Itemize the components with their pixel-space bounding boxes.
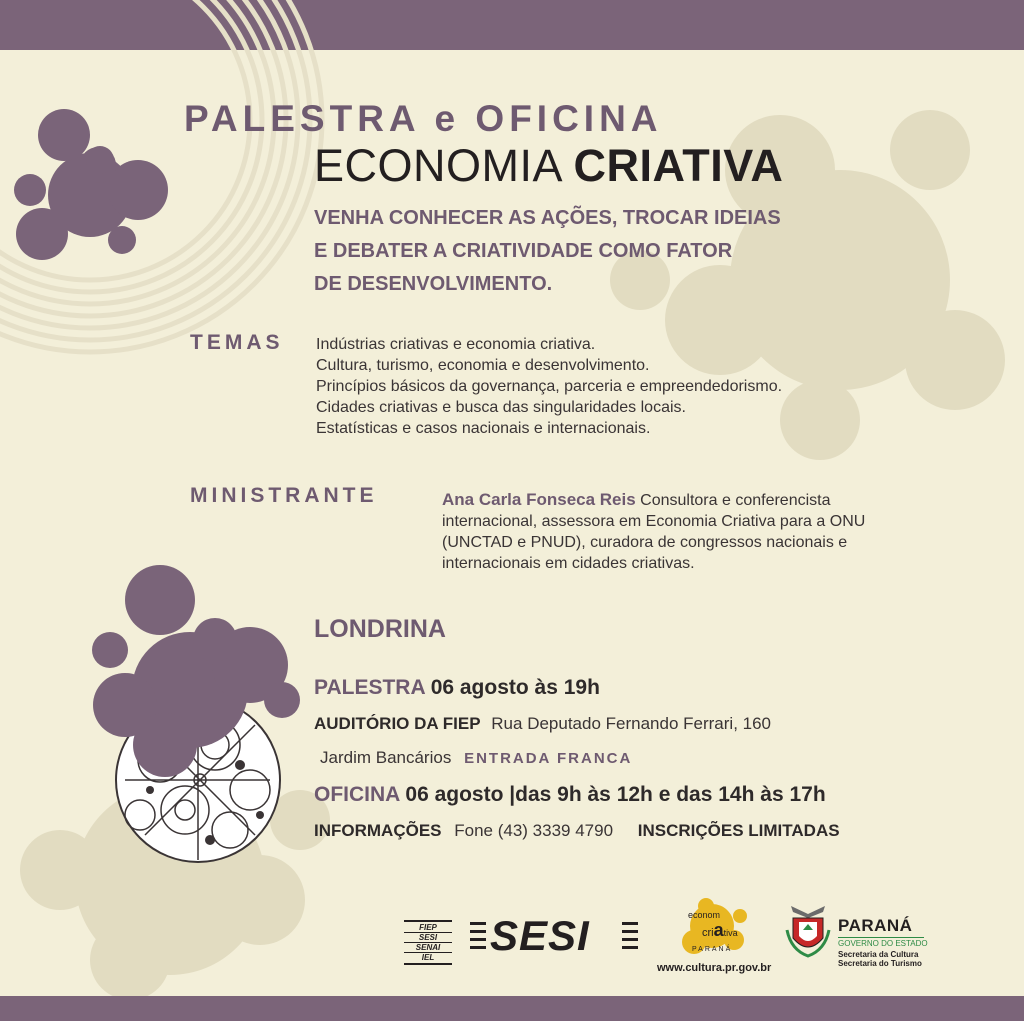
title-line-2 — [314, 140, 783, 192]
info-label: INFORMAÇÕES — [314, 821, 442, 840]
fiep-line: IEL — [404, 952, 452, 962]
info-row — [314, 821, 840, 841]
palestra-date: 06 agosto às 19h — [430, 676, 600, 699]
fiep-logo — [404, 920, 452, 965]
economia-criativa-logo — [672, 898, 762, 958]
parana-coat-of-arms-icon — [783, 900, 833, 960]
parana-sec1: Secretaria da Cultura — [838, 950, 919, 959]
fiep-line: SESI — [404, 932, 452, 942]
title-line-1: PALESTRA e OFICINA — [184, 98, 663, 139]
ec-state: PARANÁ — [692, 946, 733, 953]
venue-row — [314, 714, 771, 734]
parana-logo — [838, 916, 928, 968]
venue-address: Rua Deputado Fernando Ferrari, 160 — [491, 714, 772, 733]
parana-sec2: Secretaria do Turismo — [838, 959, 922, 968]
tema-item: Indústrias criativas e economia criativa. — [316, 336, 596, 353]
ec-top-text: econom — [688, 910, 721, 920]
oficina-label: OFICINA — [314, 783, 400, 806]
fiep-line: FIEP — [419, 923, 437, 932]
intro-line-3: DE DESENVOLVIMENTO. — [314, 273, 553, 295]
ec-cri: cri — [702, 927, 714, 939]
parana-name: PARANÁ — [838, 916, 913, 935]
oficina-date: 06 agosto |das 9h às 12h e das 14h às 17h — [405, 783, 826, 806]
palestra-label: PALESTRA — [314, 676, 425, 699]
inscricoes-limitadas: INSCRIÇÕES LIMITADAS — [637, 821, 840, 840]
entry-free: ENTRADA FRANCA — [464, 750, 633, 767]
intro-text — [314, 202, 781, 301]
tema-item: Princípios básicos da governança, parceria e empreendedorismo. — [316, 378, 783, 395]
event-city: LONDRINA — [314, 615, 446, 643]
ministrante-label: MINISTRANTE — [190, 484, 378, 507]
website: www.cultura.pr.gov.br — [657, 962, 772, 974]
ec-a: a — [713, 920, 724, 940]
palestra-row — [314, 676, 600, 700]
tema-item: Cidades criativas e busca das singularidades locais. — [316, 399, 686, 416]
intro-line-2: E DEBATER A CRIATIVIDADE COMO FATOR — [314, 240, 733, 262]
parana-gov: GOVERNO DO ESTADO — [838, 939, 928, 948]
intro-line-1: VENHA CONHECER AS AÇÕES, TROCAR IDEIAS — [314, 207, 781, 229]
bottom-band — [0, 996, 1024, 1021]
temas-list — [316, 334, 782, 439]
sesi-text: SESI — [490, 912, 590, 959]
sesi-logo — [470, 912, 638, 960]
ec-bottom-text — [702, 920, 738, 941]
district-row — [320, 748, 632, 768]
title-bold: CRIATIVA — [573, 140, 784, 191]
ministrante-block — [442, 489, 922, 574]
title-light: ECONOMIA — [314, 140, 574, 191]
tema-item: Estatísticas e casos nacionais e internacionais. — [316, 420, 651, 437]
tema-item: Cultura, turismo, economia e desenvolvimento. — [316, 357, 650, 374]
info-phone: Fone (43) 3339 4790 — [454, 821, 614, 840]
venue-label: AUDITÓRIO DA FIEP — [314, 714, 481, 733]
ec-end: tiva — [723, 928, 738, 938]
fiep-line: SENAI — [404, 942, 452, 952]
flower-splash-top — [14, 109, 168, 260]
venue-district: Jardim Bancários — [320, 748, 452, 767]
ministrante-description: Consultora e conferencista internacional, assessora em Economia Criativa para a ONU (UNCTAD e PNUD), curadora de congressos nacionais e internacionais em cidades criativas. — [442, 492, 866, 572]
oficina-row — [314, 783, 826, 807]
temas-label: TEMAS — [190, 331, 284, 354]
ministrante-name: Ana Carla Fonseca Reis — [442, 490, 636, 509]
